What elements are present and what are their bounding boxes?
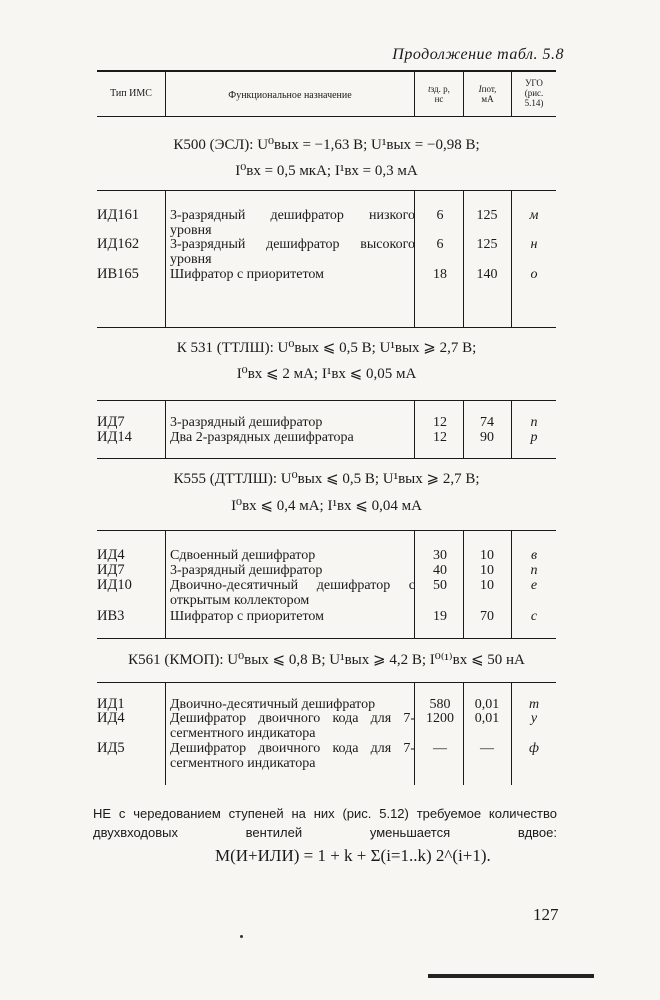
group3-cond-line2: I⁰вх ⩽ 0,4 мА; I¹вх ⩽ 0,04 мА xyxy=(231,498,422,514)
print-speck xyxy=(240,935,243,938)
row-code: ИД4 xyxy=(97,710,125,726)
row-code: ИД10 xyxy=(97,577,132,593)
group1-vline-1 xyxy=(165,191,166,327)
row-code: ИД1 xyxy=(97,696,125,712)
header-ugo-l2: (рис. xyxy=(524,88,544,98)
row-ugo: с xyxy=(530,609,538,624)
row-i: 10 xyxy=(480,563,494,578)
row-code: ИД7 xyxy=(97,562,125,578)
row-code: ИВ165 xyxy=(97,266,139,282)
header-t-symbol: t xyxy=(428,84,431,94)
row-code: ИД7 xyxy=(97,414,125,430)
row-ugo: м xyxy=(529,208,539,223)
header-function: Функциональное назначение xyxy=(228,90,352,101)
header-i-unit: мА xyxy=(481,94,494,104)
row-i: 10 xyxy=(480,578,494,593)
header-i-symbol: I xyxy=(478,84,482,94)
row-ugo: в xyxy=(530,548,538,563)
row-i: 74 xyxy=(480,415,494,430)
row-ugo: ф xyxy=(529,741,539,756)
page-number: 127 xyxy=(533,905,559,924)
group1-cond-line2: I⁰вх = 0,5 мкА; I¹вх = 0,3 мА xyxy=(235,163,418,179)
group2-vline-1 xyxy=(165,401,166,458)
row-desc: Шифратор с приоритетом xyxy=(170,609,325,624)
row-code: ИД161 xyxy=(97,207,140,223)
row-t: 18 xyxy=(433,267,447,282)
row-t: 19 xyxy=(433,609,447,624)
group3-bottom-rule xyxy=(97,638,556,639)
header-i-sub: пот, xyxy=(481,84,497,94)
row-desc: 3-разрядный дешифратор xyxy=(170,563,323,578)
row-t: 580 xyxy=(429,697,451,712)
row-ugo: е xyxy=(530,578,538,593)
row-desc: Двоично-десятичный дешифратор xyxy=(170,697,376,712)
row-i: 70 xyxy=(480,609,494,624)
table-caption: Продолжение табл. 5.8 xyxy=(392,46,564,63)
group1-bottom-rule xyxy=(97,327,556,328)
header-ugo xyxy=(512,78,556,108)
row-desc: Два 2-разрядных дешифратора xyxy=(170,430,354,445)
footer-bar xyxy=(428,974,594,978)
row-t: 12 xyxy=(433,415,447,430)
row-code: ИВ3 xyxy=(97,608,125,624)
row-t: 6 xyxy=(436,208,444,223)
row-desc: Дешифратор двоичного кода для 7-сегментного индикатора xyxy=(170,741,415,771)
row-desc: Шифратор с приоритетом xyxy=(170,267,325,282)
row-ugo: р xyxy=(530,430,538,445)
row-ugo: п xyxy=(530,415,538,430)
row-i: 90 xyxy=(480,430,494,445)
row-desc: 3-разрядный дешифратор высокого уровня xyxy=(170,237,415,267)
row-code: ИД4 xyxy=(97,547,125,563)
row-t: 50 xyxy=(433,578,447,593)
row-code: ИД5 xyxy=(97,740,125,756)
row-i: 0,01 xyxy=(474,711,500,726)
row-t: — xyxy=(433,741,447,756)
row-i: 140 xyxy=(476,267,498,282)
row-i: 125 xyxy=(476,208,498,223)
row-ugo: о xyxy=(530,267,538,282)
header-t-sub: зд. р, xyxy=(430,84,450,94)
row-t: 6 xyxy=(436,237,444,252)
row-desc: Дешифратор двоичного кода для 7-сегментного индикатора xyxy=(170,711,415,741)
header-t xyxy=(415,84,463,104)
row-i: — xyxy=(480,741,494,756)
row-t: 1200 xyxy=(426,711,454,726)
header-ugo-l1: УГО xyxy=(525,78,543,88)
row-i: 125 xyxy=(476,237,498,252)
group3-vline-1 xyxy=(165,531,166,638)
header-t-unit: нс xyxy=(434,94,444,104)
row-ugo: н xyxy=(530,237,538,252)
header-type: Тип ИМС xyxy=(110,88,152,99)
group4-vline-1 xyxy=(165,683,166,785)
formula: M(И+ИЛИ) = 1 + k + Σ(i=1..k) 2^(i+1). xyxy=(215,846,491,865)
row-ugo: у xyxy=(530,711,538,726)
row-t: 12 xyxy=(433,430,447,445)
row-ugo: т xyxy=(528,697,540,712)
group2-bottom-rule xyxy=(97,458,556,459)
group4-cond-line1: К561 (КМОП): U⁰вых ⩽ 0,8 В; U¹вых ⩾ 4,2 В; I⁰⁽¹⁾вх ⩽ 50 нА xyxy=(128,652,525,668)
header-i xyxy=(464,84,511,104)
group3-cond-line1: К555 (ДТТЛШ): U⁰вых ⩽ 0,5 В; U¹вых ⩾ 2,7 В; xyxy=(173,471,480,487)
row-i: 0,01 xyxy=(474,697,500,712)
group2-cond-line2: I⁰вх ⩽ 2 мА; I¹вх ⩽ 0,05 мА xyxy=(236,366,417,382)
row-desc: Сдвоенный дешифратор xyxy=(170,548,316,563)
row-t: 40 xyxy=(433,563,447,578)
group2-cond-line1: К 531 (ТТЛШ): U⁰вых ⩽ 0,5 В; U¹вых ⩾ 2,7 В; xyxy=(176,340,477,356)
row-code: ИД14 xyxy=(97,429,132,445)
row-desc: 3-разрядный дешифратор низкого уровня xyxy=(170,208,415,238)
row-i: 10 xyxy=(480,548,494,563)
header-ugo-l3: 5.14) xyxy=(524,98,544,108)
body-paragraph: НЕ с чередованием ступеней на них (рис. 5.12) требуемое количество двухвходовых вентилей уменьшается вдвое: xyxy=(93,806,557,840)
row-desc: Двоично-десятичный дешифратор с открытым коллектором xyxy=(170,578,415,608)
row-code: ИД162 xyxy=(97,236,140,252)
row-t: 30 xyxy=(433,548,447,563)
row-desc: 3-разрядный дешифратор xyxy=(170,415,323,430)
row-ugo: п xyxy=(530,563,538,578)
group1-cond-line1: К500 (ЭСЛ): U⁰вых = −1,63 В; U¹вых = −0,98 В; xyxy=(173,137,480,153)
